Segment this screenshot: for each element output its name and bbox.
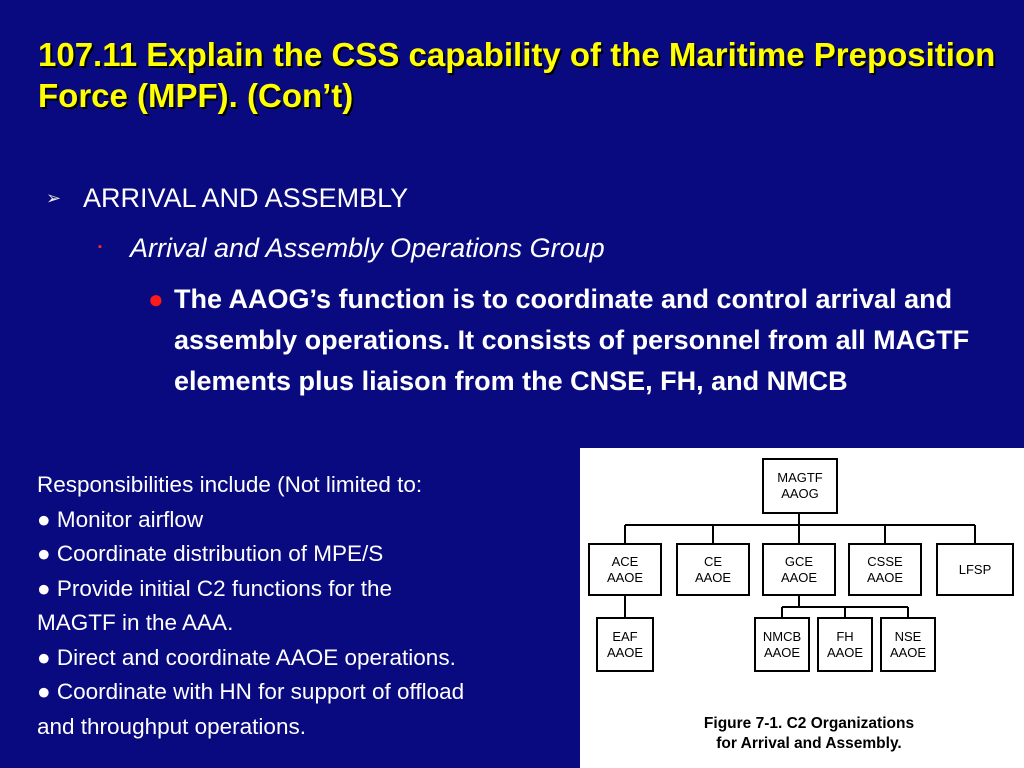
org-node-magtf-aaog	[762, 458, 838, 514]
node-line: AAOE	[606, 569, 644, 585]
node-line: AAOG	[781, 486, 819, 501]
bullet-aaog-function	[148, 279, 1008, 402]
node-line: NSE	[894, 628, 922, 644]
responsibilities-line: ● Direct and coordinate AAOE operations.	[37, 644, 456, 670]
node-line: AAOE	[606, 644, 644, 660]
org-node-ce-aaoe	[676, 543, 750, 596]
responsibilities-line: ● Provide initial C2 functions for the	[37, 575, 393, 601]
node-line: AAOE	[826, 644, 864, 660]
responsibilities-list	[37, 468, 597, 744]
responsibilities-line: Responsibilities include (Not limited to:	[37, 472, 423, 497]
square-bullet-icon: ▪	[98, 241, 102, 253]
bullet-text: The AAOG’s function is to coordinate and control arrival and assembly operations. It consists of personnel from all MAGTF elements plus liaison from the CNSE, FH, and NMCB	[174, 284, 970, 396]
org-node-fh-aaoe	[817, 617, 873, 672]
bullet-arrival-assembly	[46, 181, 408, 215]
org-node-nse-aaoe	[880, 617, 936, 672]
node-line: AAOE	[763, 644, 801, 660]
node-line: FH	[836, 628, 854, 644]
org-node-nmcb-aaoe	[754, 617, 810, 672]
dot-bullet-icon: ●	[148, 284, 164, 314]
node-line: EAF	[612, 628, 638, 644]
node-line: AAOE	[780, 569, 818, 585]
bullet-aaog	[98, 229, 605, 266]
node-line: MAGTF	[777, 470, 823, 485]
org-node-gce-aaoe	[762, 543, 836, 596]
node-line: AAOE	[889, 644, 927, 660]
caption-line: for Arrival and Assembly.	[716, 735, 902, 752]
org-node-lfsp	[936, 543, 1014, 596]
node-line: NMCB	[762, 628, 802, 644]
bullet-text: ARRIVAL AND ASSEMBLY	[83, 183, 409, 213]
node-line: CE	[703, 553, 723, 569]
org-node-csse-aaoe	[848, 543, 922, 596]
org-node-eaf-aaoe	[596, 617, 654, 672]
arrow-bullet-icon: ➢	[46, 188, 62, 208]
node-line: AAOE	[694, 569, 732, 585]
node-line: GCE	[784, 553, 814, 569]
node-line: ACE	[611, 553, 639, 569]
figure-caption	[644, 714, 974, 754]
responsibilities-line: MAGTF in the AAA.	[37, 610, 234, 635]
node-line: LFSP	[958, 561, 992, 577]
responsibilities-line: ● Coordinate distribution of MPE/S	[37, 541, 384, 566]
node-line: CSSE	[867, 553, 903, 569]
caption-line: Figure 7-1. C2 Organizations	[703, 715, 915, 732]
org-chart-figure	[580, 448, 1024, 768]
node-line: AAOE	[866, 569, 904, 585]
bullet-text: Arrival and Assembly Operations Group	[130, 233, 605, 263]
org-node-ace-aaoe	[588, 543, 662, 596]
responsibilities-line: and throughput operations.	[37, 713, 306, 739]
responsibilities-line: ● Coordinate with HN for support of offload	[37, 679, 465, 704]
responsibilities-line: ● Monitor airflow	[37, 506, 204, 532]
slide-title: 107.11 Explain the CSS capability of the Maritime Preposition Force (MPF). (Con’t)	[38, 36, 996, 114]
